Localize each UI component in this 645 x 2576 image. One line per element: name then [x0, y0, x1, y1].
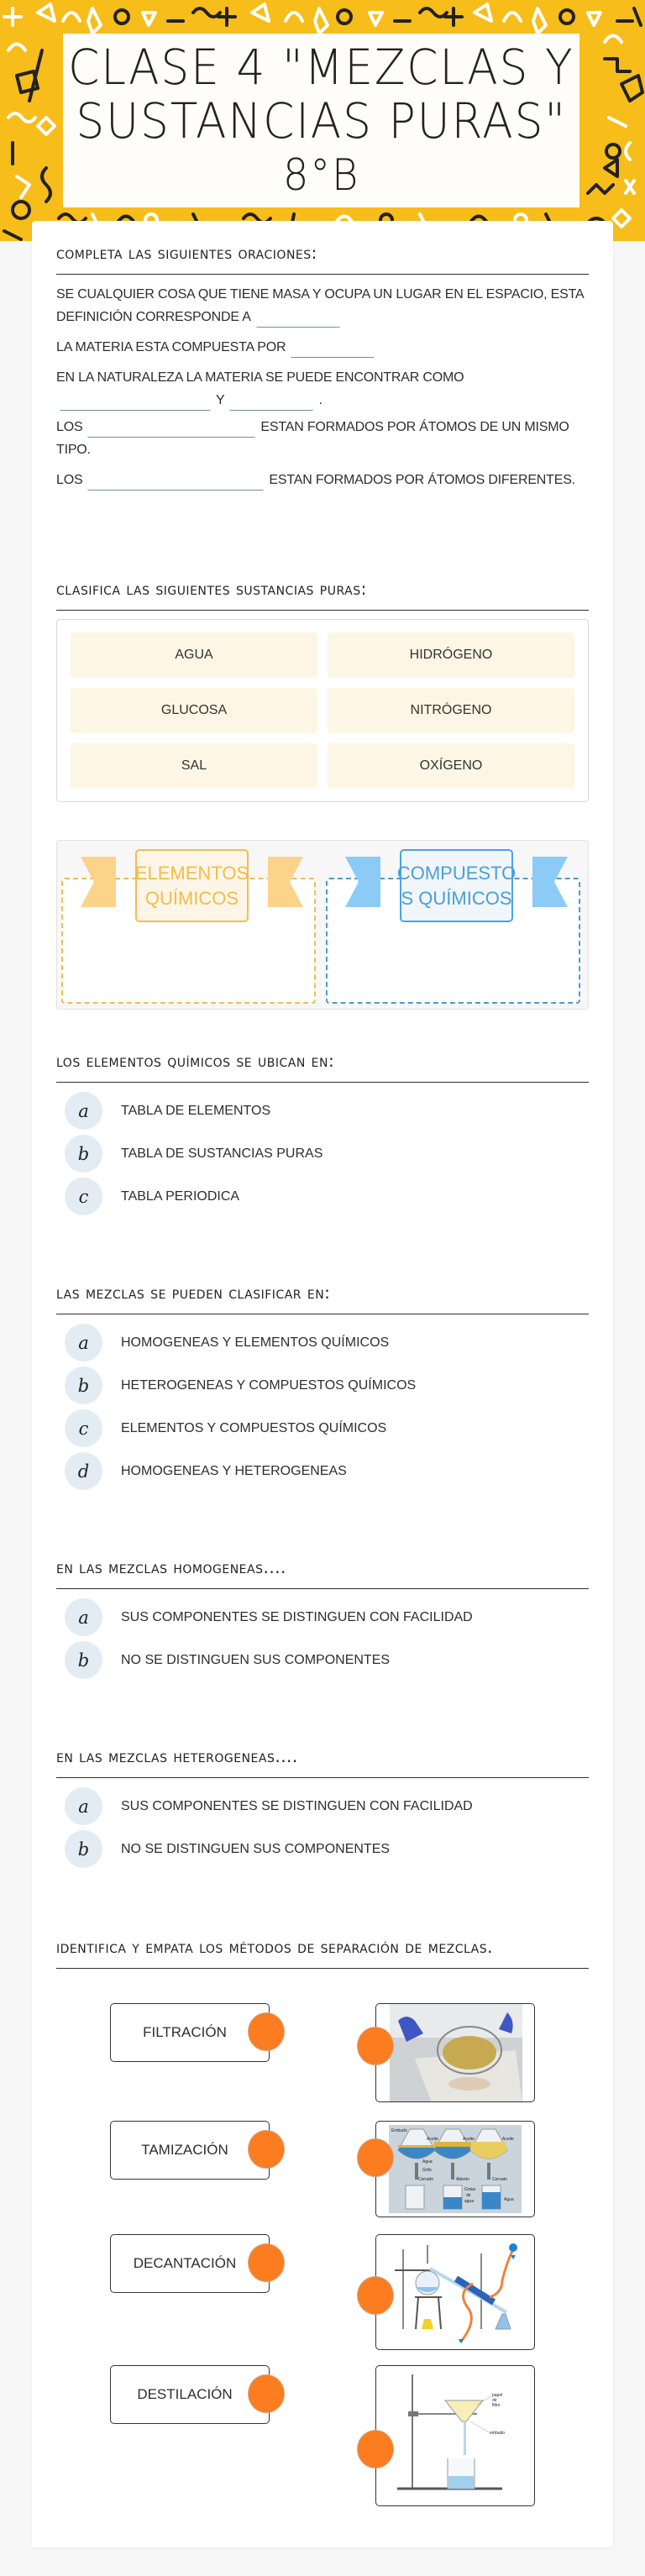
- option-text: NO SE DISTINGUEN SUS COMPONENTES: [121, 1841, 391, 1856]
- header-banner: [0, 0, 645, 241]
- section-heading: completa las siguientes oraciones:: [56, 242, 589, 275]
- option-letter-badge: b: [65, 1367, 102, 1404]
- draggable-chip[interactable]: NITRÓGENO: [328, 688, 574, 733]
- classification-buckets: [56, 840, 589, 1010]
- draggable-chip[interactable]: HIDRÓGENO: [328, 632, 574, 678]
- option-text: TABLA PERIODICA: [121, 1188, 240, 1204]
- option-text: TABLA DE SUSTANCIAS PURAS: [121, 1146, 323, 1161]
- option-letter-badge: a: [65, 1787, 102, 1825]
- match-connector-dot[interactable]: [357, 2027, 394, 2065]
- option-b[interactable]: [56, 1132, 589, 1175]
- svg-text:Embudo: Embudo: [391, 2128, 407, 2133]
- option-a[interactable]: [56, 1785, 589, 1828]
- match-connector-dot[interactable]: [248, 2012, 285, 2051]
- section-classify: [56, 578, 589, 802]
- blank-input[interactable]: [256, 312, 340, 328]
- draggable-chip[interactable]: AGUA: [71, 632, 317, 678]
- match-item-label: TAMIZACIÓN: [141, 2142, 228, 2158]
- match-connector-dot[interactable]: [357, 2430, 394, 2468]
- svg-text:Grifo: Grifo: [422, 2168, 432, 2173]
- option-letter-badge: c: [65, 1409, 102, 1447]
- option-list: [56, 1089, 589, 1218]
- svg-text:Aceite: Aceite: [427, 2137, 438, 2142]
- ribbon-tail-icon: [81, 857, 116, 907]
- match-item-tamizacion[interactable]: [110, 2121, 270, 2180]
- match-image-separatory-funnel[interactable]: [375, 2121, 535, 2217]
- blank-input[interactable]: [291, 343, 375, 358]
- option-letter-badge: d: [65, 1452, 102, 1490]
- option-list: [56, 1321, 589, 1493]
- option-letter-badge: c: [65, 1178, 102, 1215]
- option-list: [56, 1785, 589, 1870]
- svg-text:Abierto: Abierto: [456, 2177, 469, 2182]
- svg-text:filtro: filtro: [492, 2403, 501, 2408]
- section-heading: identifica y empata los métodos de separación de mezclas.: [56, 1936, 589, 1969]
- filtration-funnel-icon: [393, 2371, 527, 2497]
- bucket-label: ELEMENTOS QUÍMICOS: [135, 849, 249, 922]
- sentence-text: SE CUALQUIER COSA QUE TIENE MASA Y OCUPA UN LUGAR EN EL ESPACIO, ESTA DEFINICIÓN CORRESPONDE A: [56, 287, 584, 324]
- option-text: HOMOGENEAS Y ELEMENTOS QUÍMICOS: [121, 1335, 390, 1350]
- option-a[interactable]: [56, 1089, 589, 1132]
- option-text: HOMOGENEAS Y HETEROGENEAS: [121, 1463, 347, 1478]
- sentence-text: EN LA NATURALEZA LA MATERIA SE PUEDE ENCONTRAR COMO: [56, 370, 464, 385]
- title-box: [63, 34, 579, 207]
- option-text: ELEMENTOS Y COMPUESTOS QUÍMICOS: [121, 1420, 387, 1435]
- section-question-heterogeneous: [56, 1745, 589, 1870]
- svg-text:Agua: Agua: [422, 2159, 433, 2164]
- sentence-4: [56, 416, 589, 461]
- sentence-text: ESTAN FORMADOS POR ÁTOMOS DIFERENTES.: [269, 473, 575, 487]
- option-letter-badge: a: [65, 1598, 102, 1636]
- sieving-photo-icon: [390, 2004, 522, 2102]
- svg-text:Gotas: Gotas: [464, 2187, 476, 2192]
- option-c[interactable]: [56, 1407, 589, 1450]
- option-letter-badge: a: [65, 1092, 102, 1130]
- option-text: TABLA DE ELEMENTOS: [121, 1103, 271, 1118]
- ribbon-tail-icon: [268, 857, 303, 907]
- sentence-text: LOS: [56, 420, 83, 434]
- sentence-text: ESTAN FORMADOS POR ÁTOMOS DE UN MISMO TIPO.: [56, 420, 569, 457]
- section-heading: en las mezclas heterogeneas....: [56, 1745, 589, 1778]
- blank-input[interactable]: [229, 396, 313, 411]
- option-text: SUS COMPONENTES SE DISTINGUEN CON FACILIDAD: [121, 1609, 473, 1624]
- page-title-line-2: SUSTANCIAS PURAS": [76, 92, 567, 150]
- svg-text:de: de: [492, 2398, 497, 2403]
- blank-input[interactable]: [60, 396, 211, 411]
- ribbon-compuestos: [345, 857, 568, 907]
- option-text: NO SE DISTINGUEN SUS COMPONENTES: [121, 1652, 391, 1667]
- chip-panel: [56, 619, 589, 802]
- match-item-filtracion[interactable]: [110, 2003, 270, 2062]
- match-connector-dot[interactable]: [248, 2243, 285, 2282]
- option-b[interactable]: [56, 1364, 589, 1407]
- match-item-destilacion[interactable]: [110, 2365, 270, 2424]
- section-complete-sentences: [56, 242, 589, 491]
- page-title-line-1: CLASE 4 "MEZCLAS Y: [68, 38, 574, 96]
- distillation-apparatus-icon: [385, 2237, 532, 2349]
- option-a[interactable]: [56, 1596, 589, 1639]
- draggable-chip[interactable]: SAL: [71, 743, 317, 789]
- svg-text:Aceite: Aceite: [502, 2137, 514, 2142]
- sentence-text: LOS: [56, 473, 83, 487]
- match-item-label: DECANTACIÓN: [133, 2255, 237, 2271]
- svg-text:Agua: Agua: [504, 2197, 514, 2202]
- match-connector-dot[interactable]: [248, 2374, 285, 2413]
- option-d[interactable]: [56, 1450, 589, 1493]
- svg-text:embudo: embudo: [490, 2431, 506, 2436]
- svg-text:agua: agua: [464, 2199, 475, 2204]
- option-text: HETEROGENEAS Y COMPUESTOS QUÍMICOS: [121, 1377, 417, 1393]
- match-item-label: DESTILACIÓN: [137, 2386, 233, 2402]
- option-letter-badge: a: [65, 1324, 102, 1361]
- option-b[interactable]: [56, 1828, 589, 1870]
- blank-input[interactable]: [87, 422, 255, 438]
- sentence-text: .: [318, 393, 322, 407]
- svg-text:Aceite: Aceite: [463, 2137, 475, 2142]
- section-heading: en las mezclas homogeneas....: [56, 1556, 589, 1589]
- ribbon-elementos: [81, 857, 303, 907]
- ribbon-tail-icon: [345, 857, 380, 907]
- page-title-grade: 8°B: [282, 150, 360, 201]
- match-connector-dot[interactable]: [357, 2138, 394, 2177]
- match-item-label: FILTRACIÓN: [143, 2024, 227, 2040]
- sentence-2: [56, 336, 589, 359]
- svg-text:de: de: [466, 2193, 471, 2198]
- separatory-funnel-icon: [389, 2125, 522, 2213]
- sentence-5: [56, 469, 589, 491]
- ribbon-tail-icon: [532, 857, 568, 907]
- section-heading: los elementos químicos se ubican en:: [56, 1050, 589, 1083]
- option-letter-badge: b: [65, 1135, 102, 1173]
- section-matching: [56, 1936, 589, 1969]
- option-list: [56, 1596, 589, 1681]
- draggable-chip[interactable]: GLUCOSA: [71, 688, 317, 733]
- sentence-3: [56, 366, 589, 412]
- section-question-mixture-classification: [56, 1282, 589, 1493]
- svg-text:Cerrado: Cerrado: [492, 2177, 508, 2182]
- option-a[interactable]: [56, 1321, 589, 1364]
- blank-input[interactable]: [87, 475, 264, 491]
- svg-text:papel: papel: [492, 2393, 503, 2398]
- worksheet-card: [32, 221, 613, 2547]
- section-question-homogeneous: [56, 1556, 589, 1681]
- svg-text:Cerrado: Cerrado: [418, 2177, 434, 2182]
- sentence-text: LA MATERIA ESTA COMPUESTA POR: [56, 340, 286, 354]
- option-letter-badge: b: [65, 1641, 102, 1679]
- option-text: SUS COMPONENTES SE DISTINGUEN CON FACILIDAD: [121, 1798, 473, 1813]
- section-heading: clasifica las siguientes sustancias puras:: [56, 578, 589, 611]
- match-image-sieving[interactable]: [375, 2003, 535, 2102]
- section-question-elements-location: [56, 1050, 589, 1218]
- sentence-text: Y: [216, 393, 225, 407]
- section-heading: las mezclas se pueden clasificar en:: [56, 1282, 589, 1314]
- match-connector-dot[interactable]: [248, 2130, 285, 2169]
- sentence-1: [56, 283, 589, 328]
- match-item-decantacion[interactable]: [110, 2234, 270, 2293]
- match-image-filtration[interactable]: [375, 2365, 535, 2506]
- bucket-label: COMPUESTO S QUÍMICOS: [400, 849, 513, 922]
- match-image-distillation[interactable]: [375, 2234, 535, 2350]
- option-letter-badge: b: [65, 1830, 102, 1868]
- option-b[interactable]: [56, 1639, 589, 1681]
- draggable-chip[interactable]: OXÍGENO: [328, 743, 574, 789]
- match-connector-dot[interactable]: [357, 2276, 394, 2315]
- option-c[interactable]: [56, 1175, 589, 1218]
